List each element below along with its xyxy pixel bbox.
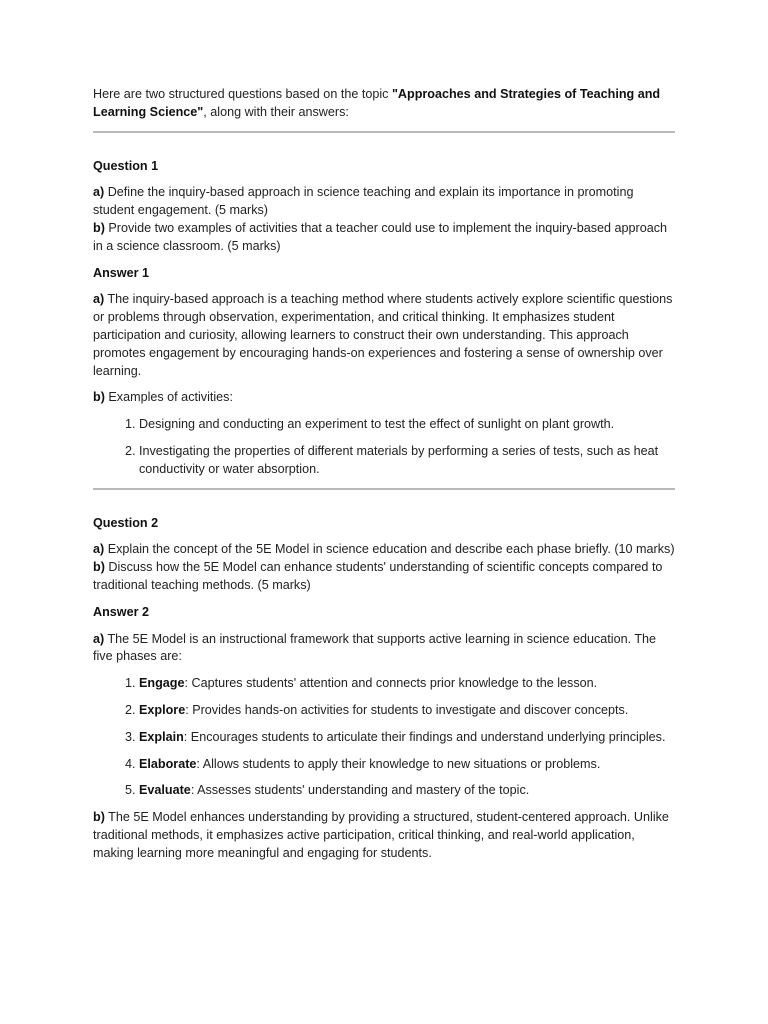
phase-desc: : Provides hands-on activities for students to investigate and discover concepts. (185, 702, 629, 717)
question-2-heading: Question 2 (93, 515, 159, 530)
answer-2-part-b (93, 809, 675, 862)
divider-2 (93, 488, 675, 490)
answer-1-heading: Answer 1 (93, 265, 149, 280)
list-item: 2. Investigating the properties of different materials by performing a series of tests, such as heat conductivity or water absorption. (139, 443, 675, 479)
phase-term: Elaborate (139, 756, 197, 771)
phase-term: Explain (139, 729, 184, 744)
phase-term: Explore (139, 702, 186, 717)
a1-part-b-label: b) (93, 390, 105, 405)
answer-2-heading: Answer 2 (93, 604, 149, 619)
a2-part-a-text: The 5E Model is an instructional framework that supports active learning in science education. The five phases are: (93, 631, 657, 664)
intro-paragraph (93, 86, 675, 122)
q2-part-b-text: Discuss how the 5E Model can enhance students' understanding of scientific concepts compared to traditional teaching methods. (5 marks) (93, 560, 663, 592)
phase-term: Engage (139, 676, 185, 691)
q1-part-b-label: b) (93, 220, 105, 235)
question-2-parts (93, 541, 675, 594)
intro-topic: "Approaches and Strategies of Teaching and Learning Science" (93, 87, 661, 119)
q2-part-a-label: a) (93, 542, 105, 557)
q1-part-a-text: Define the inquiry-based approach in science teaching and explain its importance in promoting student engagement. (5 marks) (93, 185, 634, 218)
a2-part-b-label: b) (93, 810, 105, 825)
answer-1-part-b (93, 389, 675, 407)
phase-term: Evaluate (139, 783, 191, 798)
a1-part-a-label: a) (93, 292, 105, 307)
phase-desc: : Assesses students' understanding and mastery of the topic. (190, 783, 530, 798)
phase-list (93, 675, 675, 800)
q1-part-b-text: Provide two examples of activities that a teacher could use to implement the inquiry-based approach in a science classroom. (5 marks) (93, 220, 668, 253)
list-item (139, 675, 675, 693)
a2-part-b-text: The 5E Model enhances understanding by providing a structured, student-centered approach. Unlike traditional methods, it emphasizes active participation, critical thinking, and real-world application, making learning more meaningful and engaging for students. (93, 810, 669, 860)
intro-suffix: , along with their answers: (203, 104, 349, 119)
answer-2-part-a (93, 631, 675, 667)
phase-desc: : Captures students' attention and connects prior knowledge to the lesson. (184, 676, 598, 691)
document-page (93, 86, 675, 872)
list-item (139, 702, 675, 720)
list-item (139, 782, 675, 800)
answer-1-part-a (93, 291, 675, 380)
q2-part-b-label: b) (93, 560, 105, 575)
question-1-parts (93, 184, 675, 255)
q2-part-a-text: Explain the concept of the 5E Model in science education and describe each phase briefly. (10 marks) (104, 542, 675, 557)
phase-desc: : Encourages students to articulate their findings and understand underlying principles. (183, 729, 666, 744)
list-item: 1. Designing and conducting an experiment to test the effect of sunlight on plant growth. (139, 416, 675, 434)
list-item (139, 729, 675, 747)
list-item (139, 756, 675, 774)
intro-prefix: Here are two structured questions based on the topic (93, 87, 392, 101)
phase-desc: : Allows students to apply their knowledge to new situations or problems. (196, 756, 601, 771)
question-1-heading: Question 1 (93, 158, 159, 173)
a1-part-a-text: The inquiry-based approach is a teaching method where students actively explore scientific questions or problems through observation, experimentation, and critical thinking. It emphasizes student participation and curiosity, allowing learners to construct their own understanding. This approach promotes engagement by encouraging hands-on experiences and fostering a sense of ownership over learning. (93, 292, 673, 378)
q1-part-a-label: a) (93, 185, 105, 200)
activity-list (93, 416, 675, 478)
a1-part-b-text: Examples of activities: (104, 390, 233, 405)
divider-1 (93, 131, 675, 133)
a2-part-a-label: a) (93, 631, 105, 646)
